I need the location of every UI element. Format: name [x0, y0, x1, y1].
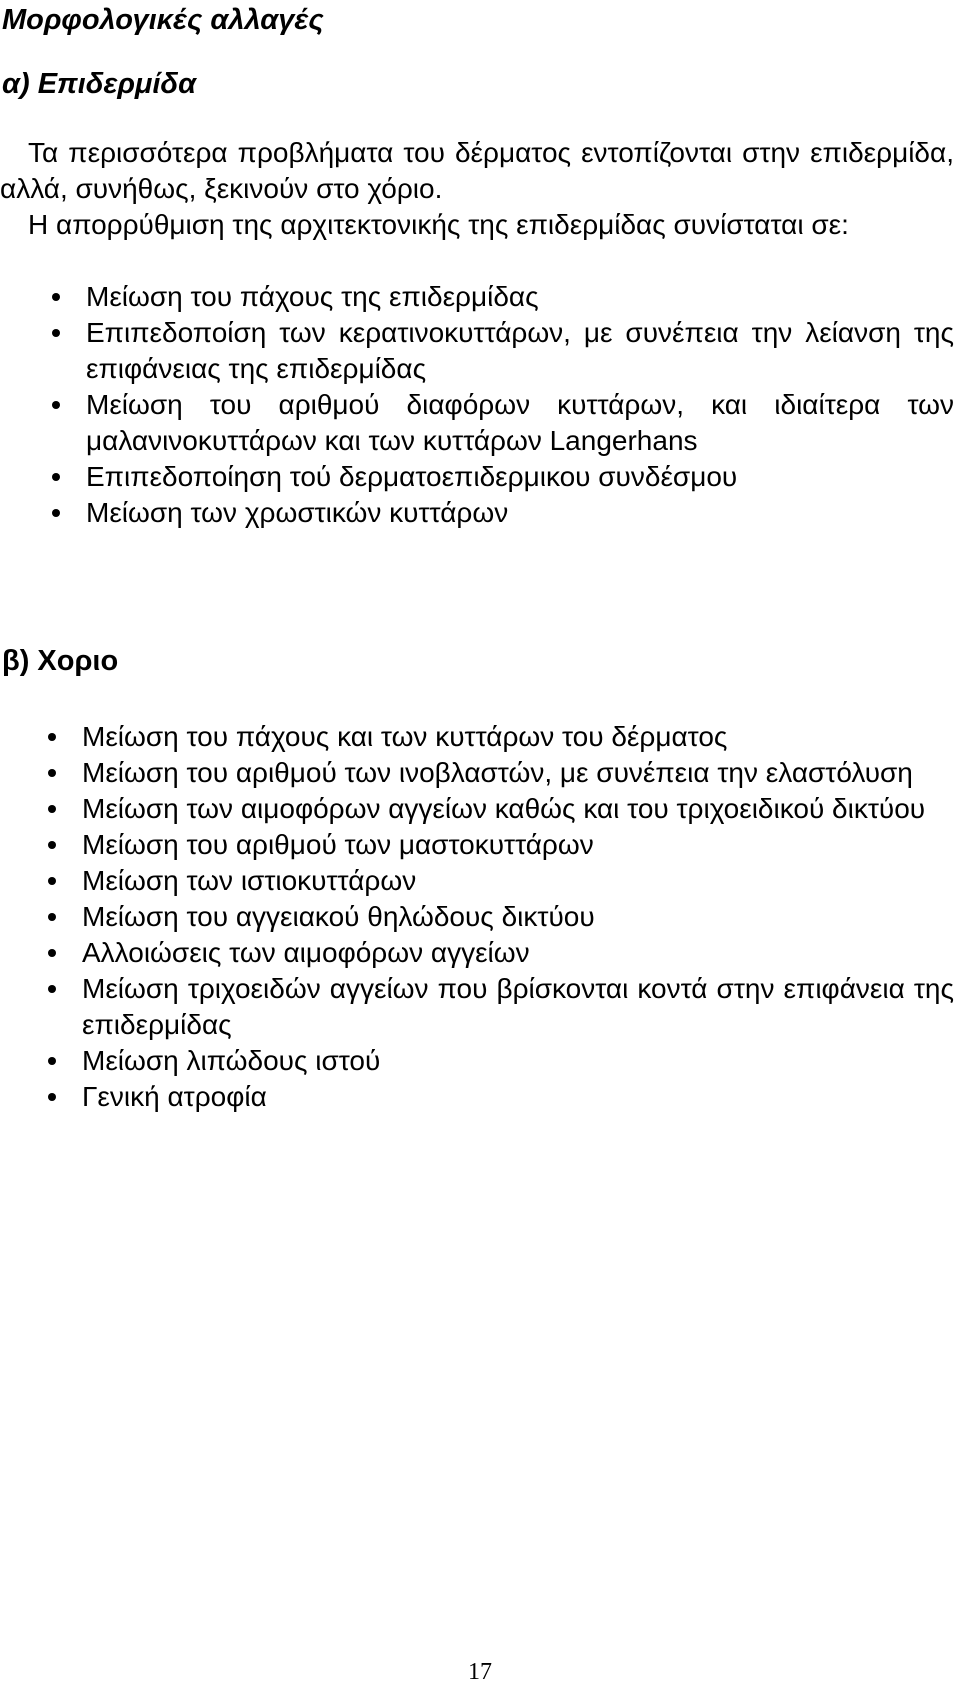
list-item-text: Μείωση λιπώδους ιστού [82, 1045, 381, 1076]
page-title: Μορφολογικές αλλαγές [2, 4, 324, 36]
list-item-text: Μείωση των χρωστικών κυττάρων [86, 497, 509, 528]
bullet-icon [48, 949, 56, 957]
page-number: 17 [468, 1659, 492, 1685]
list-item-text: Γενική ατροφία [82, 1081, 267, 1112]
list-item [82, 719, 954, 755]
bullet-icon [52, 293, 60, 301]
list-item-text: Αλλοιώσεις των αιμοφόρων αγγείων [82, 937, 530, 968]
list-item-text: Μείωση του αριθμού διαφόρων κυττάρων, και ιδιαίτερα των μαλανινοκυττάρων και των κυττάρων Langerhans [86, 389, 954, 456]
bullet-icon [52, 509, 60, 517]
list-item [82, 1079, 954, 1115]
bullet-icon [48, 985, 56, 993]
list-item [82, 827, 954, 863]
list-item [82, 863, 954, 899]
list-item [82, 755, 954, 791]
section-a-paragraph-2: Η απορρύθμιση της αρχιτεκτονικής της επιδερμίδας συνίσταται σε: [28, 209, 849, 240]
list-item-text: Μείωση του αγγειακού θηλώδους δικτύου [82, 901, 595, 932]
list-item-text: Μείωση του πάχους και των κυττάρων του δέρματος [82, 721, 728, 752]
list-item [82, 971, 954, 1043]
list-item [82, 899, 954, 935]
list-item [82, 791, 954, 827]
list-item-text: Μείωση του πάχους της επιδερμίδας [86, 281, 539, 312]
list-item-text: Επιπεδοποίση των κερατινοκυττάρων, με συνέπεια την λείανση της επιφάνειας της επιδερμίδας [86, 317, 954, 384]
list-item [86, 459, 954, 495]
bullet-icon [48, 733, 56, 741]
bullet-icon [52, 401, 60, 409]
section-a-list [86, 279, 954, 531]
list-item-text: Μείωση των αιμοφόρων αγγείων καθώς και του τριχοειδικού δικτύου [82, 793, 926, 824]
section-b-list [82, 719, 954, 1115]
bullet-icon [52, 473, 60, 481]
list-item-text: Μείωση τριχοειδών αγγείων που βρίσκονται κοντά στην επιφάνεια της επιδερμίδας [82, 973, 954, 1040]
list-item-text: Μείωση των ιστιοκυττάρων [82, 865, 417, 896]
list-item-text: Επιπεδοποίηση τού δερματοεπιδερμικου συνδέσμου [86, 461, 738, 492]
section-a-paragraph-1: Τα περισσότερα προβλήματα του δέρματος εντοπίζονται στην επιδερμίδα, αλλά, συνήθως, ξεκινούν στο χόριο. [0, 137, 954, 204]
bullet-icon [48, 877, 56, 885]
section-b-heading: β) Χοριο [2, 645, 119, 677]
list-item [82, 1043, 954, 1079]
list-item-text: Μείωση του αριθμού των μαστοκυττάρων [82, 829, 594, 860]
bullet-icon [48, 841, 56, 849]
list-item [82, 935, 954, 971]
bullet-icon [48, 913, 56, 921]
bullet-icon [52, 329, 60, 337]
list-item [86, 315, 954, 387]
section-a-heading: α) Επιδερμίδα [2, 68, 197, 100]
bullet-icon [48, 769, 56, 777]
list-item [86, 279, 954, 315]
bullet-icon [48, 1057, 56, 1065]
list-item [86, 387, 954, 459]
bullet-icon [48, 805, 56, 813]
list-item-text: Μείωση του αριθμού των ινοβλαστών, με συνέπεια την ελαστόλυση [82, 757, 913, 788]
bullet-icon [48, 1093, 56, 1101]
list-item [86, 495, 954, 531]
